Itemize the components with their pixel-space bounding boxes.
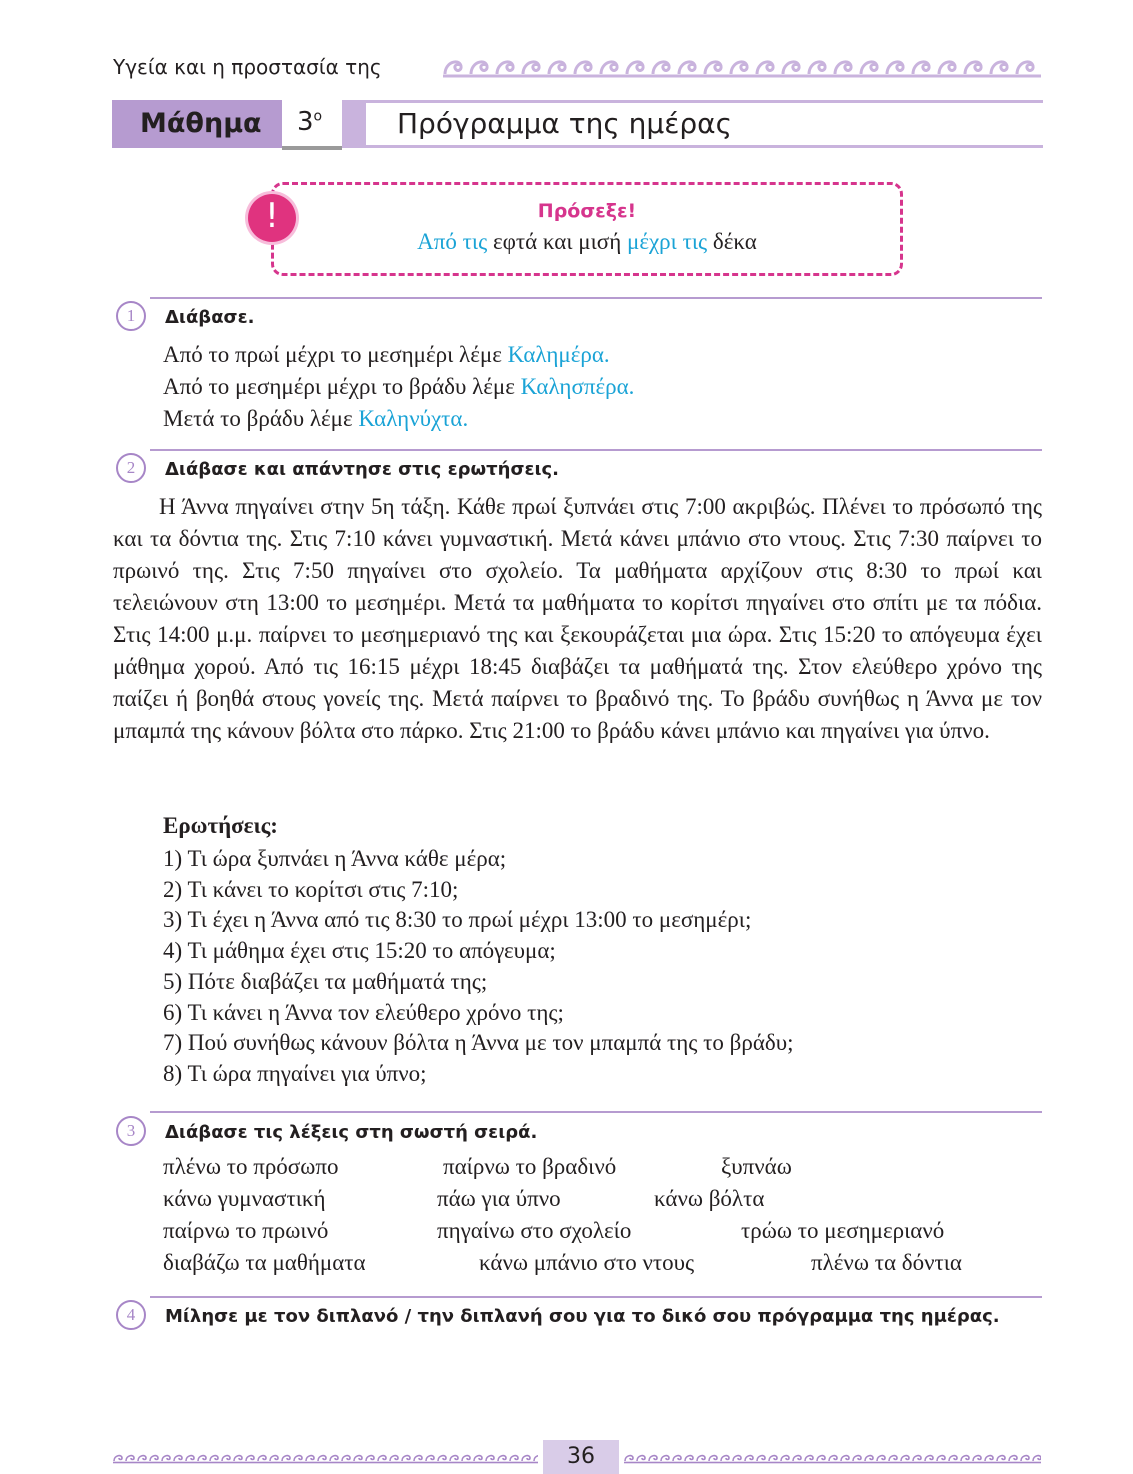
section-2-rule (150, 449, 1042, 451)
section-1-number: 1 (116, 301, 146, 331)
lesson-accent (342, 100, 366, 148)
greeting-line: Μετά το βράδυ λέμε Καληνύχτα. (163, 406, 469, 431)
word-phrase: παίρνω το βραδινό (443, 1154, 617, 1179)
word-phrase: πλένω το πρόσωπο (163, 1154, 339, 1179)
story-paragraph: Η Άννα πηγαίνει στην 5η τάξη. Κάθε πρωί ξυπνάει στις 7:00 ακριβώς. Πλένει το πρόσωπό της και τα δόντια της. Στις 7:10 κάνει γυμναστική. Μετά κάνει μπάνιο στο ντους. Στις 7:30 παίρνει το πρωινό της. Στις 7:50 πηγαίνει στο σχολείο. Τα μαθήματα αρχίζουν στις 8:30 το πρωί και τελειώνουν στη 13:00 το μεσημέρι. Μετά τα μαθήματα το κορίτσι πηγαίνει στο σπίτι με τα πόδια. Στις 14:00 μ.μ. παίρνει το μεσημεριανό της και ξεκουράζεται μια ώρα. Στις 15:20 το απόγευμα έχει μάθημα χορού. Από τις 16:15 μέχρι 18:45 διαβάζει τα μαθήματά της. Στον ελεύθερο χρόνο της παίζει ή βοηθά στους γονείς της. Μετά παίρνει το βραδινό της. Το βράδυ συνήθως η Άννα με τον μπαμπά της κάνουν βόλτα στο πάρκο. Στις 21:00 το βράδυ κάνει μπάνιο και πηγαίνει για ύπνο. (113, 494, 1042, 743)
question-item: 8) Τι ώρα πηγαίνει για ύπνο; (163, 1060, 427, 1086)
word-phrase: κάνω γυμναστική (163, 1186, 326, 1211)
footer-wave-left (113, 1452, 538, 1464)
section-3-title: Διάβασε τις λέξεις στη σωστή σειρά. (165, 1122, 538, 1143)
greeting-line: Από το μεσημέρι μέχρι το βράδυ λέμε Καλησπέρα. (163, 374, 635, 399)
lesson-title: Πρόγραμμα της ημέρας (397, 107, 733, 140)
section-4-number: 4 (116, 1300, 146, 1330)
title-rule-top (366, 100, 1043, 103)
running-head: Υγεία και η προστασία της (113, 55, 382, 79)
word-phrase: τρώω το μεσημεριανό (741, 1218, 945, 1243)
section-4-title: Μίλησε με τον διπλανό / την διπλανή σου για το δικό σου πρόγραμμα της ημέρας. (165, 1306, 1000, 1327)
section-3-rule (150, 1111, 1042, 1113)
decorative-wave-band (443, 54, 1041, 80)
section-1-rule (150, 297, 1042, 299)
notice-title: Πρόσεξε! (537, 200, 637, 222)
question-item: 5) Πότε διαβάζει τα μαθήματά της; (163, 968, 488, 994)
questions-heading: Ερωτήσεις: (163, 813, 278, 838)
section-4-rule (150, 1296, 1042, 1298)
lesson-label: Μάθημα (140, 108, 262, 139)
section-2-title: Διάβασε και απάντησε στις ερωτήσεις. (165, 459, 560, 480)
greeting-line: Από το πρωί μέχρι το μεσημέρι λέμε Καλημέρα. (163, 342, 610, 367)
footer-wave-right (624, 1452, 1041, 1464)
section-2-number: 2 (116, 453, 146, 483)
title-rule-bottom (366, 145, 1043, 148)
question-item: 4) Τι μάθημα έχει στις 15:20 το απόγευμα; (163, 938, 556, 964)
word-phrase: διαβάζω τα μαθήματα (163, 1250, 366, 1275)
word-phrase: ξυπνάω (721, 1154, 792, 1179)
question-item: 1) Τι ώρα ξυπνάει η Άννα κάθε μέρα; (163, 846, 507, 871)
notice-text: Από τις εφτά και μισή μέχρι τις δέκα (417, 229, 757, 254)
word-phrase: πάω για ύπνο (437, 1186, 561, 1211)
page-number: 36 (567, 1444, 595, 1469)
word-phrase: πλένω τα δόντια (811, 1250, 962, 1275)
question-item: 7) Πού συνήθως κάνουν βόλτα η Άννα με τον μπαμπά της το βράδυ; (163, 1030, 794, 1056)
word-phrase: πηγαίνω στο σχολείο (437, 1218, 632, 1243)
section-3-number: 3 (116, 1116, 146, 1146)
question-item: 3) Τι έχει η Άννα από τις 8:30 το πρωί μέχρι 13:00 το μεσημέρι; (163, 907, 752, 933)
exclamation-icon: ! (248, 194, 296, 242)
word-phrase: κάνω μπάνιο στο ντους (479, 1250, 695, 1275)
lesson-number: $3^o$ (297, 107, 323, 137)
question-item: 2) Τι κάνει το κορίτσι στις 7:10; (163, 876, 459, 902)
section-1-title: Διάβασε. (165, 307, 255, 328)
word-phrase: παίρνω το πρωινό (163, 1218, 329, 1243)
questions-list (163, 844, 794, 1090)
word-phrase: κάνω βόλτα (654, 1186, 765, 1211)
question-item: 6) Τι κάνει η Άννα τον ελεύθερο χρόνο της; (163, 999, 564, 1025)
